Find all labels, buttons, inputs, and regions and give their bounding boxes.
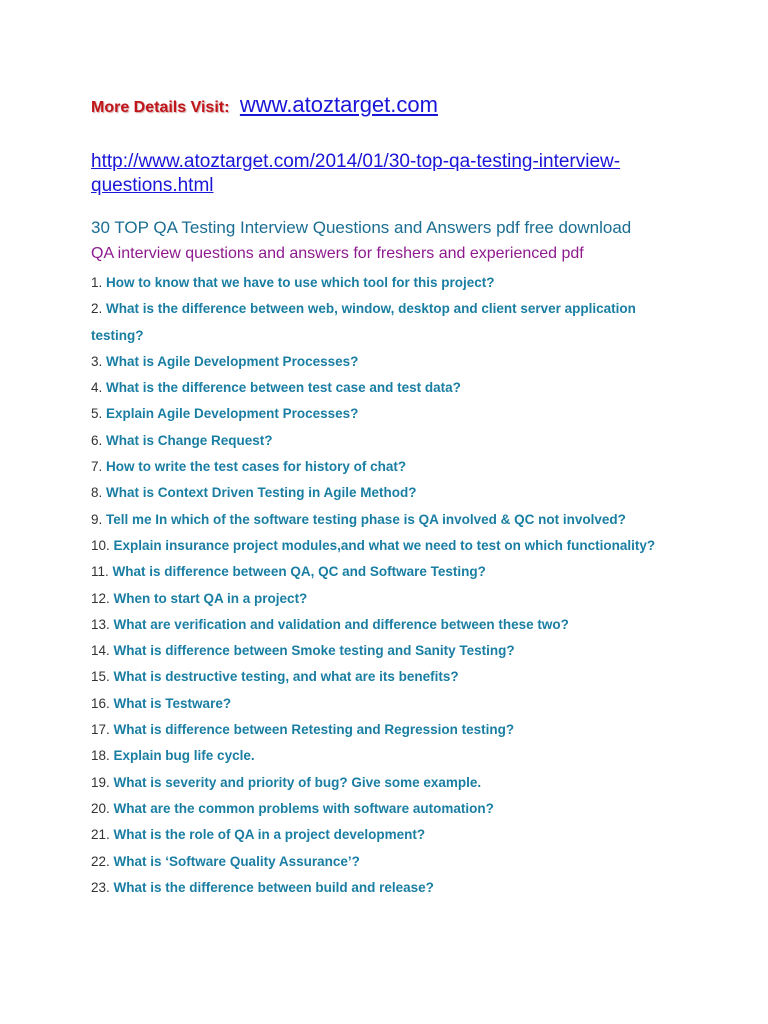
question-item <box>91 664 691 690</box>
question-item <box>91 612 691 638</box>
question-text: What is Agile Development Processes? <box>106 353 359 369</box>
question-text: What are the common problems with software automation? <box>113 800 494 816</box>
question-text: When to start QA in a project? <box>113 590 308 606</box>
question-item <box>91 638 691 664</box>
question-number: 3. <box>91 353 103 369</box>
question-number: 2. <box>91 301 103 317</box>
question-number: 15. <box>91 669 110 685</box>
question-text: What is difference between Retesting and Regression testing? <box>113 722 515 738</box>
question-text: How to write the test cases for history of chat? <box>106 459 407 475</box>
question-item <box>91 507 691 533</box>
question-item <box>91 796 691 822</box>
question-number: 8. <box>91 485 103 501</box>
question-number: 4. <box>91 380 103 396</box>
question-text: What are verification and validation and difference between these two? <box>113 616 569 632</box>
question-item <box>91 349 691 375</box>
question-item <box>91 559 691 585</box>
question-item <box>91 270 691 296</box>
question-item <box>91 822 691 848</box>
question-text: What is destructive testing, and what are its benefits? <box>113 669 459 685</box>
question-number: 23. <box>91 879 110 895</box>
question-number: 12. <box>91 590 110 606</box>
question-item <box>91 770 691 796</box>
question-text: What is ‘Software Quality Assurance’? <box>113 853 360 869</box>
question-text: What is the difference between test case and test data? <box>106 380 461 396</box>
question-item <box>91 691 691 717</box>
question-text: What is severity and priority of bug? Give some example. <box>113 774 482 790</box>
question-item <box>91 428 691 454</box>
question-text: What is the role of QA in a project development? <box>113 827 426 843</box>
question-item <box>91 296 691 349</box>
question-text: What is Change Request? <box>106 432 273 448</box>
article-link[interactable]: http://www.atoztarget.com/2014/01/30-top-qa-testing-interview-questions.html <box>91 151 621 196</box>
question-list <box>91 270 691 901</box>
question-item <box>91 480 691 506</box>
question-number: 9. <box>91 511 103 527</box>
question-item <box>91 849 691 875</box>
question-text: What is Context Driven Testing in Agile Method? <box>106 485 417 501</box>
question-item <box>91 743 691 769</box>
page-subtitle: QA interview questions and answers for freshers and experienced pdf <box>91 245 584 262</box>
question-number: 17. <box>91 722 110 738</box>
more-details-label: More Details Visit: <box>91 99 230 116</box>
question-item <box>91 375 691 401</box>
question-text: Explain bug life cycle. <box>113 748 255 764</box>
question-number: 11. <box>91 564 109 580</box>
question-text: What is the difference between web, window, desktop and client server application testing? <box>91 301 636 343</box>
question-number: 5. <box>91 406 103 422</box>
question-number: 10. <box>91 537 110 553</box>
question-number: 13. <box>91 616 110 632</box>
question-text: What is difference between Smoke testing and Sanity Testing? <box>113 643 515 659</box>
question-text: What is difference between QA, QC and Software Testing? <box>112 564 486 580</box>
question-text: Explain insurance project modules,and what we need to test on which functionality? <box>113 537 656 553</box>
question-text: What is the difference between build and release? <box>113 879 434 895</box>
question-number: 20. <box>91 800 110 816</box>
question-text: How to know that we have to use which tool for this project? <box>106 275 495 290</box>
question-item <box>91 533 691 559</box>
question-number: 1. <box>91 275 103 290</box>
question-number: 22. <box>91 853 110 869</box>
question-text: What is Testware? <box>113 695 232 711</box>
question-number: 21. <box>91 827 110 843</box>
question-number: 16. <box>91 695 110 711</box>
question-item <box>91 454 691 480</box>
more-details-line <box>91 92 438 118</box>
question-text: Tell me In which of the software testing phase is QA involved & QC not involved? <box>106 511 626 527</box>
question-number: 7. <box>91 459 103 475</box>
question-item <box>91 717 691 743</box>
question-number: 19. <box>91 774 110 790</box>
question-item <box>91 875 691 901</box>
question-number: 6. <box>91 432 103 448</box>
question-item <box>91 586 691 612</box>
page-title: 30 TOP QA Testing Interview Questions and Answers pdf free download <box>91 218 632 237</box>
question-number: 14. <box>91 643 110 659</box>
site-link[interactable]: www.atoztarget.com <box>239 92 438 117</box>
question-text: Explain Agile Development Processes? <box>106 406 359 422</box>
question-number: 18. <box>91 748 110 764</box>
question-item <box>91 401 691 427</box>
